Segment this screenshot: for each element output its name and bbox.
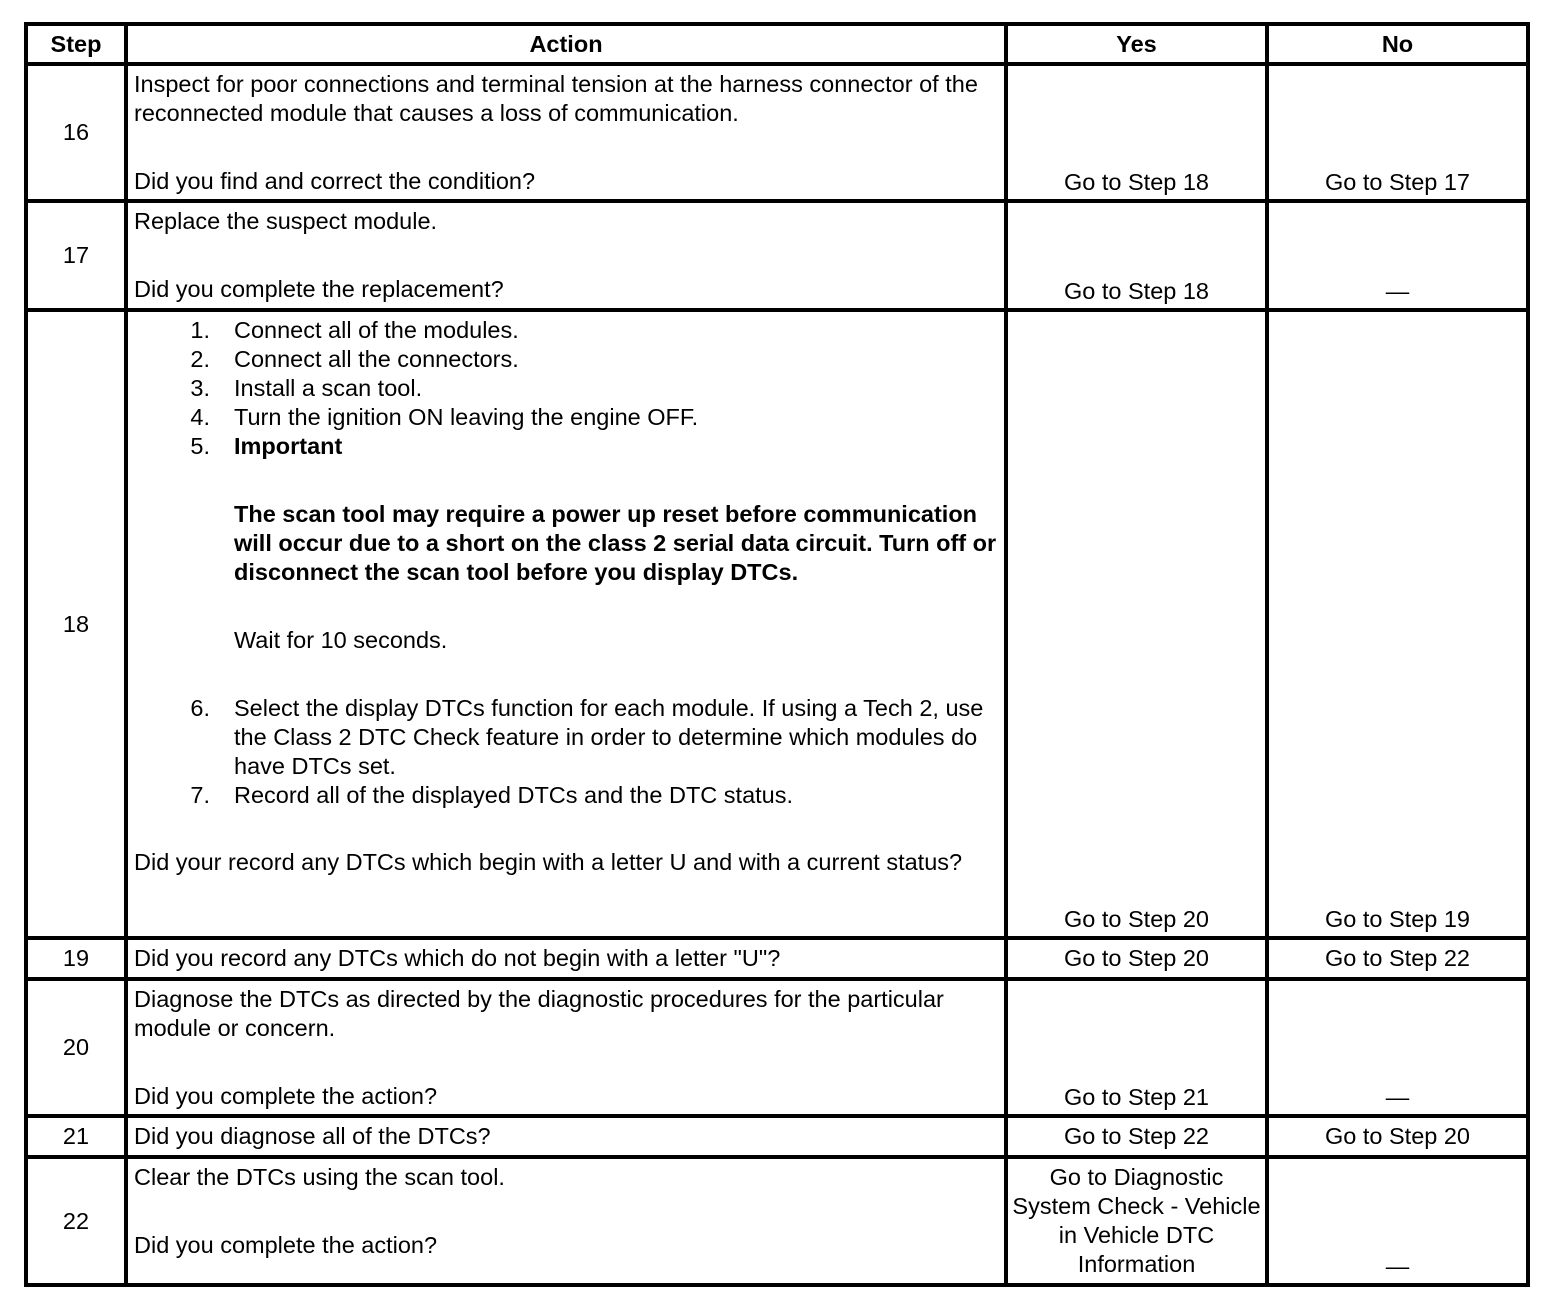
question-text: Did you find and correct the condition? (134, 168, 536, 194)
yes-cell: Go to Step 18 (1006, 201, 1267, 310)
no-cell: Go to Step 19 (1267, 310, 1528, 938)
list-text (234, 432, 998, 694)
no-cell: — (1267, 201, 1528, 310)
table-row (26, 1116, 1528, 1157)
list-number: 3. (190, 375, 210, 401)
list-number: 4. (190, 404, 210, 430)
action-text: Inspect for poor connections and terminal tension at the harness connector of the reconnected module that causes a loss of communication. (134, 71, 978, 126)
spacer (134, 1192, 998, 1231)
question-text: Did your record any DTCs which begin with a letter U and with a current status? (134, 849, 963, 875)
list-text: Turn the ignition ON leaving the engine OFF. (234, 404, 699, 430)
no-cell: Go to Step 22 (1267, 938, 1528, 979)
action-text: Replace the suspect module. (134, 208, 438, 234)
action-cell (126, 1157, 1006, 1285)
header-no: No (1267, 24, 1528, 64)
list-number: 1. (190, 317, 210, 343)
wait-note: Wait for 10 seconds. (234, 627, 448, 653)
question-text: Did you complete the action? (134, 1232, 438, 1258)
no-cell: — (1267, 1157, 1528, 1285)
action-text: Diagnose the DTCs as directed by the diagnostic procedures for the particular module or concern. (134, 986, 944, 1041)
action-cell (126, 979, 1006, 1116)
question-text: Did you complete the action? (134, 1083, 438, 1109)
step-number: 22 (26, 1157, 126, 1285)
list-number: 7. (190, 782, 210, 808)
list-item (134, 316, 998, 345)
action-text: Clear the DTCs using the scan tool. (134, 1164, 505, 1190)
yes-cell: Go to Step 21 (1006, 979, 1267, 1116)
action-cell (126, 201, 1006, 310)
step-number: 21 (26, 1116, 126, 1157)
header-action: Action (126, 24, 1006, 64)
spacer (134, 236, 998, 275)
list-text: Install a scan tool. (234, 375, 423, 401)
list-text: Record all of the displayed DTCs and the DTC status. (234, 782, 794, 808)
list-number: 2. (190, 346, 210, 372)
step-number: 16 (26, 64, 126, 201)
header-step: Step (26, 24, 126, 64)
spacer (234, 461, 998, 500)
no-cell: Go to Step 20 (1267, 1116, 1528, 1157)
diagnostic-table (24, 22, 1530, 1287)
yes-cell: Go to Step 22 (1006, 1116, 1267, 1157)
action-cell (126, 310, 1006, 938)
yes-cell: Go to Diagnostic System Check - Vehicle in Vehicle DTC Information (1006, 1157, 1267, 1285)
list-item (134, 781, 998, 810)
list-item (134, 694, 998, 781)
table-row (26, 201, 1528, 310)
list-number: 5. (190, 433, 210, 459)
yes-cell: Go to Step 20 (1006, 310, 1267, 938)
action-cell (126, 64, 1006, 201)
yes-cell: Go to Step 18 (1006, 64, 1267, 201)
question-text: Did you complete the replacement? (134, 276, 504, 302)
list-text: Connect all the connectors. (234, 346, 519, 372)
spacer (134, 810, 998, 848)
yes-cell: Go to Step 20 (1006, 938, 1267, 979)
list-text: Select the display DTCs function for each module. If using a Tech 2, use the Class 2 DTC Check feature in order to determine which modules do have DTCs set. (234, 695, 984, 779)
table-row (26, 1157, 1528, 1285)
step-number: 20 (26, 979, 126, 1116)
table-row (26, 979, 1528, 1116)
important-note: The scan tool may require a power up reset before communication will occur due to a short on the class 2 serial data circuit. Turn off or disconnect the scan tool before you display DTCs. (234, 501, 997, 585)
table-row (26, 938, 1528, 979)
question-text: Did you record any DTCs which do not begin with a letter "U"? (126, 938, 1006, 979)
question-text: Did you diagnose all of the DTCs? (126, 1116, 1006, 1157)
spacer (234, 587, 998, 626)
spacer (134, 128, 998, 167)
important-label: Important (234, 433, 343, 459)
list-number: 6. (190, 695, 210, 721)
step-number: 19 (26, 938, 126, 979)
list-item (134, 432, 998, 694)
procedure-list (134, 316, 998, 810)
step-number: 18 (26, 310, 126, 938)
spacer (134, 1043, 998, 1082)
list-item (134, 345, 998, 374)
table-row (26, 64, 1528, 201)
header-row (26, 24, 1528, 64)
no-cell: Go to Step 17 (1267, 64, 1528, 201)
step-number: 17 (26, 201, 126, 310)
list-item (134, 374, 998, 403)
table-row (26, 310, 1528, 938)
header-yes: Yes (1006, 24, 1267, 64)
list-item (134, 403, 998, 432)
no-cell: — (1267, 979, 1528, 1116)
spacer (234, 655, 998, 694)
list-text: Connect all of the modules. (234, 317, 519, 343)
